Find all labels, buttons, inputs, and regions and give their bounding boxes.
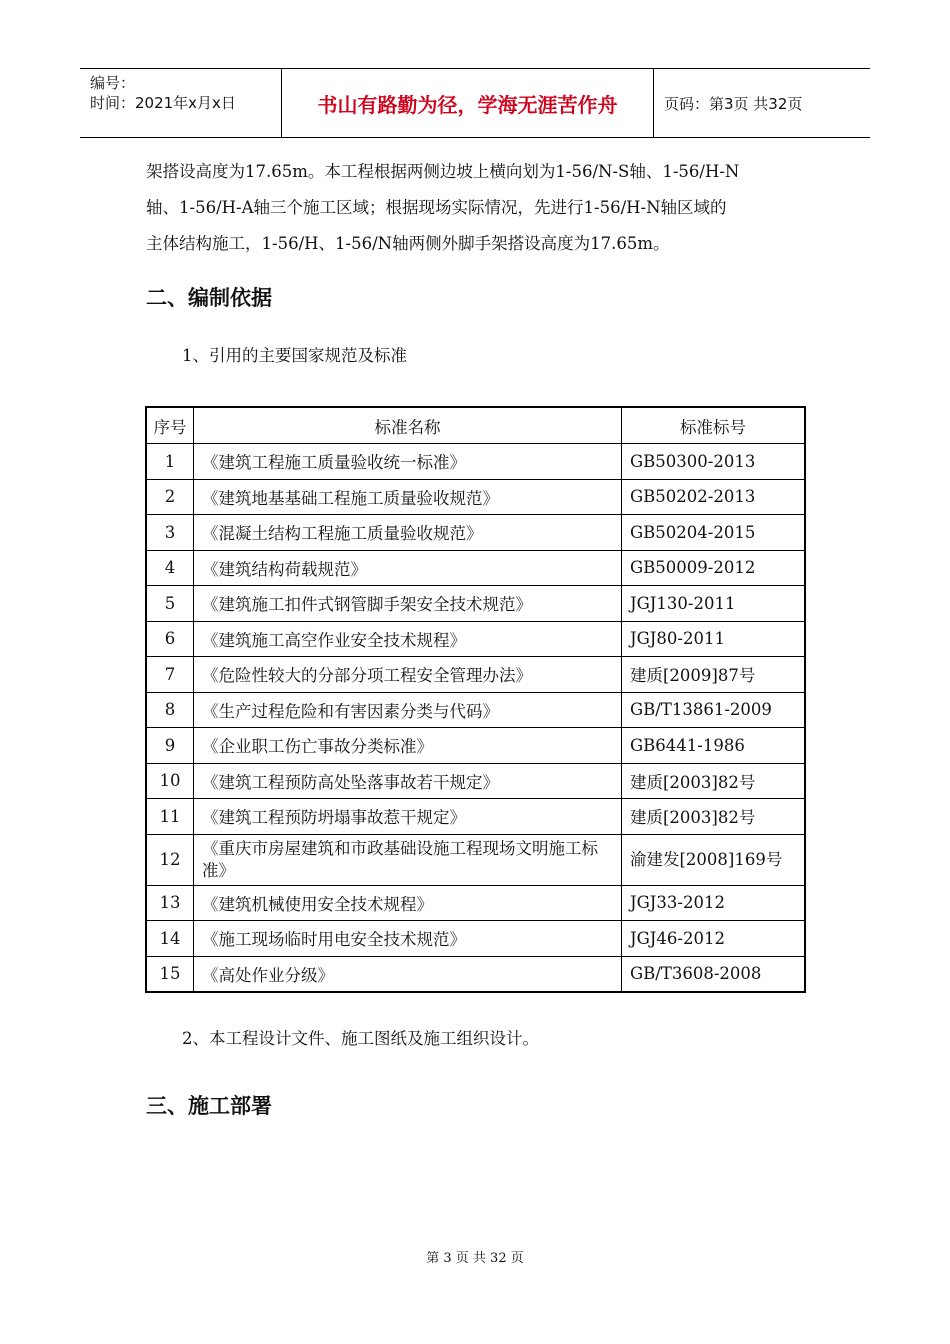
header-index: 序号	[146, 407, 194, 444]
row-standard-code: GB50300-2013	[622, 444, 806, 480]
row-standard-name: 《重庆市房屋建筑和市政基础设施工程现场文明施工标准》	[194, 834, 622, 885]
table-row	[146, 763, 805, 799]
row-standard-name: 《高处作业分级》	[194, 956, 622, 992]
header-meta	[80, 69, 282, 137]
page-header	[80, 68, 870, 138]
subsection-design-docs: 2、本工程设计文件、施工图纸及施工组织设计。	[182, 1029, 539, 1048]
table-row	[146, 621, 805, 657]
table-row	[146, 728, 805, 764]
table-row	[146, 956, 805, 992]
header-page-info: 页码：第3页 共32页	[664, 94, 803, 113]
row-index: 12	[146, 834, 194, 885]
table-row	[146, 799, 805, 835]
standards-table	[145, 406, 806, 993]
row-standard-code: 建质[2003]82号	[622, 799, 806, 835]
row-standard-name: 《建筑施工扣件式钢管脚手架安全技术规范》	[194, 586, 622, 622]
row-standard-code: 建质[2009]87号	[622, 657, 806, 693]
table-row	[146, 479, 805, 515]
row-index: 10	[146, 763, 194, 799]
table-row	[146, 550, 805, 586]
row-index: 11	[146, 799, 194, 835]
row-standard-code: GB/T13861-2009	[622, 692, 806, 728]
row-standard-code: 建质[2003]82号	[622, 763, 806, 799]
table-row	[146, 692, 805, 728]
row-index: 8	[146, 692, 194, 728]
page-footer: 第 3 页 共 32 页	[426, 1251, 524, 1266]
row-standard-name: 《建筑工程预防坍塌事故惹干规定》	[194, 799, 622, 835]
row-standard-code: GB50202-2013	[622, 479, 806, 515]
row-index: 4	[146, 550, 194, 586]
row-standard-name: 《建筑工程施工质量验收统一标准》	[194, 444, 622, 480]
row-index: 13	[146, 885, 194, 921]
row-standard-code: JGJ46-2012	[622, 921, 806, 957]
table-row	[146, 885, 805, 921]
intro-line: 轴、1-56/H-A轴三个施工区域；根据现场实际情况，先进行1-56/H-N轴区域的	[146, 198, 727, 217]
row-standard-code: JGJ80-2011	[622, 621, 806, 657]
header-code: 标准标号	[622, 407, 806, 444]
row-standard-name: 《危险性较大的分部分项工程安全管理办法》	[194, 657, 622, 693]
header-motto: 书山有路勤为径，学海无涯苦作舟	[317, 92, 618, 117]
row-standard-name: 《建筑结构荷载规范》	[194, 550, 622, 586]
row-index: 2	[146, 479, 194, 515]
intro-paragraph	[146, 154, 816, 262]
row-standard-name: 《建筑工程预防高处坠落事故若干规定》	[194, 763, 622, 799]
time-label: 时间：2021年x月x日	[90, 94, 236, 112]
row-standard-name: 《建筑机械使用安全技术规程》	[194, 885, 622, 921]
table-row	[146, 515, 805, 551]
subsection-standards: 1、引用的主要国家规范及标准	[182, 346, 407, 365]
table-header-row	[146, 407, 805, 444]
intro-line: 主体结构施工，1-56/H、1-56/N轴两侧外脚手架搭设高度为17.65m。	[146, 234, 670, 253]
row-standard-code: GB50009-2012	[622, 550, 806, 586]
row-standard-code: JGJ33-2012	[622, 885, 806, 921]
row-standard-code: JGJ130-2011	[622, 586, 806, 622]
section-heading-basis: 二、编制依据	[146, 286, 272, 310]
row-standard-name: 《生产过程危险和有害因素分类与代码》	[194, 692, 622, 728]
row-index: 9	[146, 728, 194, 764]
row-index: 7	[146, 657, 194, 693]
code-label: 编号：	[90, 74, 136, 92]
header-name: 标准名称	[194, 407, 622, 444]
intro-line: 架搭设高度为17.65m。本工程根据两侧边坡上横向划为1-56/N-S轴、1-56/H-N	[146, 162, 740, 181]
table-row	[146, 834, 805, 885]
table-row	[146, 444, 805, 480]
row-standard-name: 《混凝土结构工程施工质量验收规范》	[194, 515, 622, 551]
row-index: 15	[146, 956, 194, 992]
row-standard-code: GB/T3608-2008	[622, 956, 806, 992]
row-standard-name: 《建筑地基基础工程施工质量验收规范》	[194, 479, 622, 515]
header-motto-cell	[282, 69, 654, 137]
section-heading-deployment: 三、施工部署	[146, 1094, 272, 1118]
table-row	[146, 657, 805, 693]
row-standard-code: GB6441-1986	[622, 728, 806, 764]
row-standard-code: GB50204-2015	[622, 515, 806, 551]
row-index: 1	[146, 444, 194, 480]
row-index: 5	[146, 586, 194, 622]
row-index: 6	[146, 621, 194, 657]
row-index: 3	[146, 515, 194, 551]
row-standard-name: 《施工现场临时用电安全技术规范》	[194, 921, 622, 957]
table-row	[146, 586, 805, 622]
row-standard-name: 《企业职工伤亡事故分类标准》	[194, 728, 622, 764]
row-standard-name: 《建筑施工高空作业安全技术规程》	[194, 621, 622, 657]
row-index: 14	[146, 921, 194, 957]
table-row	[146, 921, 805, 957]
row-standard-code: 渝建发[2008]169号	[622, 834, 806, 885]
